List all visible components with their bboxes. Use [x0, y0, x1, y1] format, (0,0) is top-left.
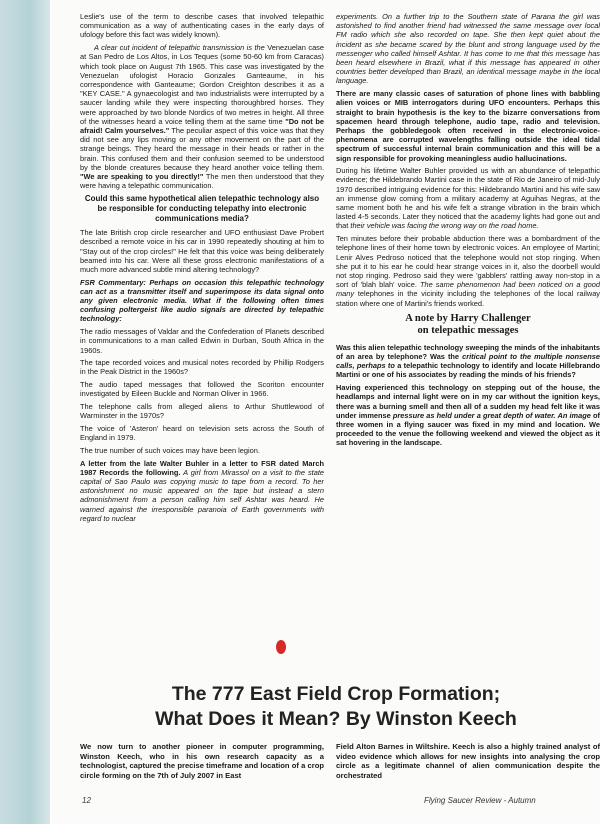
note-heading [336, 313, 600, 337]
body-text: Ten minutes before their probable abduction there was a bombardment of the telephone lines of their home town by electronic voices. An employee of Martini; Lenir Alves Pedroso noticed that the telephone would not stop ringing. When she put it to his ear he could hear strange voices in it, also the doorbell would not stop ringing. Pedroso said they were 'gabblers' rattling away non-stop in a sort of 'blah blah' voice. [336, 234, 600, 290]
letter-intro: A letter from the late Walter Buhler in a letter to FSR dated March 1987 Records the following. [80, 458, 324, 477]
headline-line: The 777 East Field Crop Formation; [171, 683, 501, 705]
note-heading-line: on telepathic messages [417, 324, 519, 336]
paragraph: experiments. On a further trip to the Southern state of Parana the girl was astonished to find another friend had witnessed the same message over local FM radio which she also recorded on tape. She then kept quiet about the incident as she became scared by the blunt and strong language used by the messenger who called himself Ashtar. It has come to me that this message has been heard elsewhere in Brazil, what if this message has appeared in other countries better developed than Brazil, an identical message maybe in the local language. [336, 12, 600, 86]
italic-text: The same phenomenon had been noticed on a good many [336, 280, 600, 299]
paragraph [80, 459, 324, 523]
binding-edge [0, 0, 50, 824]
bold-paragraph: There are many classic cases of saturation of phone lines with babbling alien voices or MIB interrogators during UFO encounters. Perhaps this straight to brain hypothesis is the key to the bizarre conversations from spacemen heard through telephone, audio tape, radio and television. Perhaps the gobbledegook often received in the electronic-voice-phenomena are corrupted wavelengths falling outside the ideal tidal spectrum of successful internal brain communication and this will be a sign responsible for provoking meaningless audio hallucinations. [336, 89, 600, 163]
paragraph: The telephone calls from alleged aliens to Arthur Shuttlewood of Warminster in the 1970s? [80, 402, 324, 421]
section-subheading: Could this same hypothetical alien telepathic technology also be responsible for conducting telepathy into electronic communications media? [84, 194, 320, 223]
body-text: Was this alien telepathic technology sweeping the minds of the inhabitants of an area by telephone? Was the [336, 342, 600, 361]
paragraph [80, 43, 324, 190]
magazine-footer: Flying Saucer Review - Autumn [424, 796, 536, 805]
paragraph [336, 166, 600, 230]
paragraph: The late British crop circle researcher and UFO enthusiast Dave Probert described a remote voice in his car in 1990 repeatedly shouting at him to "Stay out of the crop circles!" He felt that this voice was being deliberately beamed into his car. Were all these gross electronic manifestations of a much more advanced subtle mind altering technology? [80, 228, 324, 274]
quote-text: "We are speaking to you directly!" [80, 171, 204, 181]
paragraph: Leslie's use of the term to describe cases that involved telepathic communication as a way of authenticating cases in the early days of ufology before this fact was widely known). [80, 12, 324, 40]
italic-text: their vehicle was facing the wrong way on the road home. [350, 221, 539, 231]
headline-line: What Does it Mean? By Winston Keech [155, 708, 517, 730]
quote-text: "Do not be afraid! Calm yourselves." [80, 116, 324, 135]
paragraph: The voice of 'Asteron' heard on television sets across the South of England in 1979. [80, 424, 324, 443]
body-text: telephones in the vicinity including the telephones of the local railway station where one of Martini's friends worked. [336, 289, 600, 308]
article-headline [72, 682, 600, 732]
page-number: 12 [82, 796, 91, 805]
commentary-text: Perhaps on occasion this telepathic technology can act as a transmitter itself and superimpose its data signal onto any given electronic media. What if the following often times confusing poltergeist like audio signals are directed by telepathic technology: [80, 277, 324, 324]
bold-paragraph [336, 383, 600, 447]
right-column [336, 12, 600, 630]
body-text: of three women in a flying saucer was fixed in my mind and location. We proceeded to the venue the following weekend and viewed the object as it sat hovering in the landscape. [336, 410, 600, 448]
note-heading-line: A note by Harry Challenger [405, 312, 531, 324]
letter-text: A girl from Mirassol on a visit to the state capital of Sao Paulo was copying music to tape from a record. To her astonishment no music appeared on the tape but instead a stern admonishment from a person calling him self Ashtar was heard. He warned against the irresponsible paranoia of Earth governments with regard to nuclear [80, 467, 324, 523]
commentary-label: FSR Commentary: [80, 277, 146, 287]
paragraph [336, 234, 600, 308]
article-lead-left: We now turn to another pioneer in computer programming, Winston Keech, who in his own research capacity as a technologist, captured the precise timeframe and location of a crop circle forming on the 7th of July 2007 in East [80, 742, 324, 780]
body-text: During his lifetime Walter Buhler provided us with an abundance of telepathic evidence; the Hildebrando Martini case in the state of Rio de Janeiro of mid-July 1970 described intriguing evidence for this: Hildebrando Martini and his wife saw an immense glow coming from a military academy at Aguihas Negras, at the same moment both he and his wife felt a strange vibration in the brain which lasted 4-5 seconds. Later they noticed that the academy lights had gone out and that [336, 166, 600, 231]
body-text: The peculiar aspect of this voice was that they did not see any lips moving or any other movement on the part of the strange beings. They heard the message in their heads or rather in the brain. This confused them and their confusion seemed to be understood by the blonde creatures because they heard another voice telling them. [80, 125, 324, 172]
body-text: a telepathic technology to identify and locate Hillebrando Martini or one of his associates by reading the minds of his friends? [336, 361, 600, 380]
red-ink-mark [276, 640, 286, 654]
italic-text: pressure as held under a great depth of water. An image [392, 410, 591, 420]
italic-text: A clear cut incident of telepathic transmission is the [94, 43, 265, 53]
paragraph: The tape recorded voices and musical notes recorded by Phillip Rodgers in the Peak District in the 1960s? [80, 358, 324, 377]
paragraph: The audio taped messages that followed the Scoriton encounter investigated by Eileen Buckle and Norman Oliver in 1966. [80, 380, 324, 399]
body-text: The men then understood that they were having a telepathic communication. [80, 171, 324, 191]
paragraph: The radio messages of Valdar and the Confederation of Planets described in communications to a man called Edwin in Durban, South Africa in the 1960s. [80, 327, 324, 355]
left-column [80, 12, 324, 624]
body-text: Having experienced this technology on stepping out of the house, the headlamps and internal light were on in my car without the ignition keys, there was a burning smell and then all of a sudden my head felt like it was under immense [336, 383, 600, 420]
paragraph: The true number of such voices may have been legion. [80, 445, 260, 455]
commentary-paragraph [80, 278, 324, 324]
italic-text: critical point to the multiple nonsense calls, perhaps to [336, 352, 600, 371]
body-text: Venezuelan case at San Pedro de Los Altos, in Los Teques (some 50-60 km from Caracas) which took place on August 7th 1965. This case was investigated by the Venezuelan ufologist Horacio Gonzales Ganteaume, in his correspondence with Ganteaume; Gordon Creighton describes it as a "KEY CASE." A gynaecologist and two industrialists were interrupted by a saucer landing while they were inspecting thoroughbred horses. They were approached by two blonde Nordics of two metres in height. All three of the witnesses heard a voice telling them at the same time [80, 43, 324, 126]
magazine-page [52, 0, 600, 824]
article-lead-right: Field Alton Barnes in Wiltshire. Keech is also a highly trained analyst of video evidence which allows for new insights into analysing the crop circle as a legitimate channel of alien communication despite the orchestrated [336, 742, 600, 780]
bold-paragraph [336, 343, 600, 380]
